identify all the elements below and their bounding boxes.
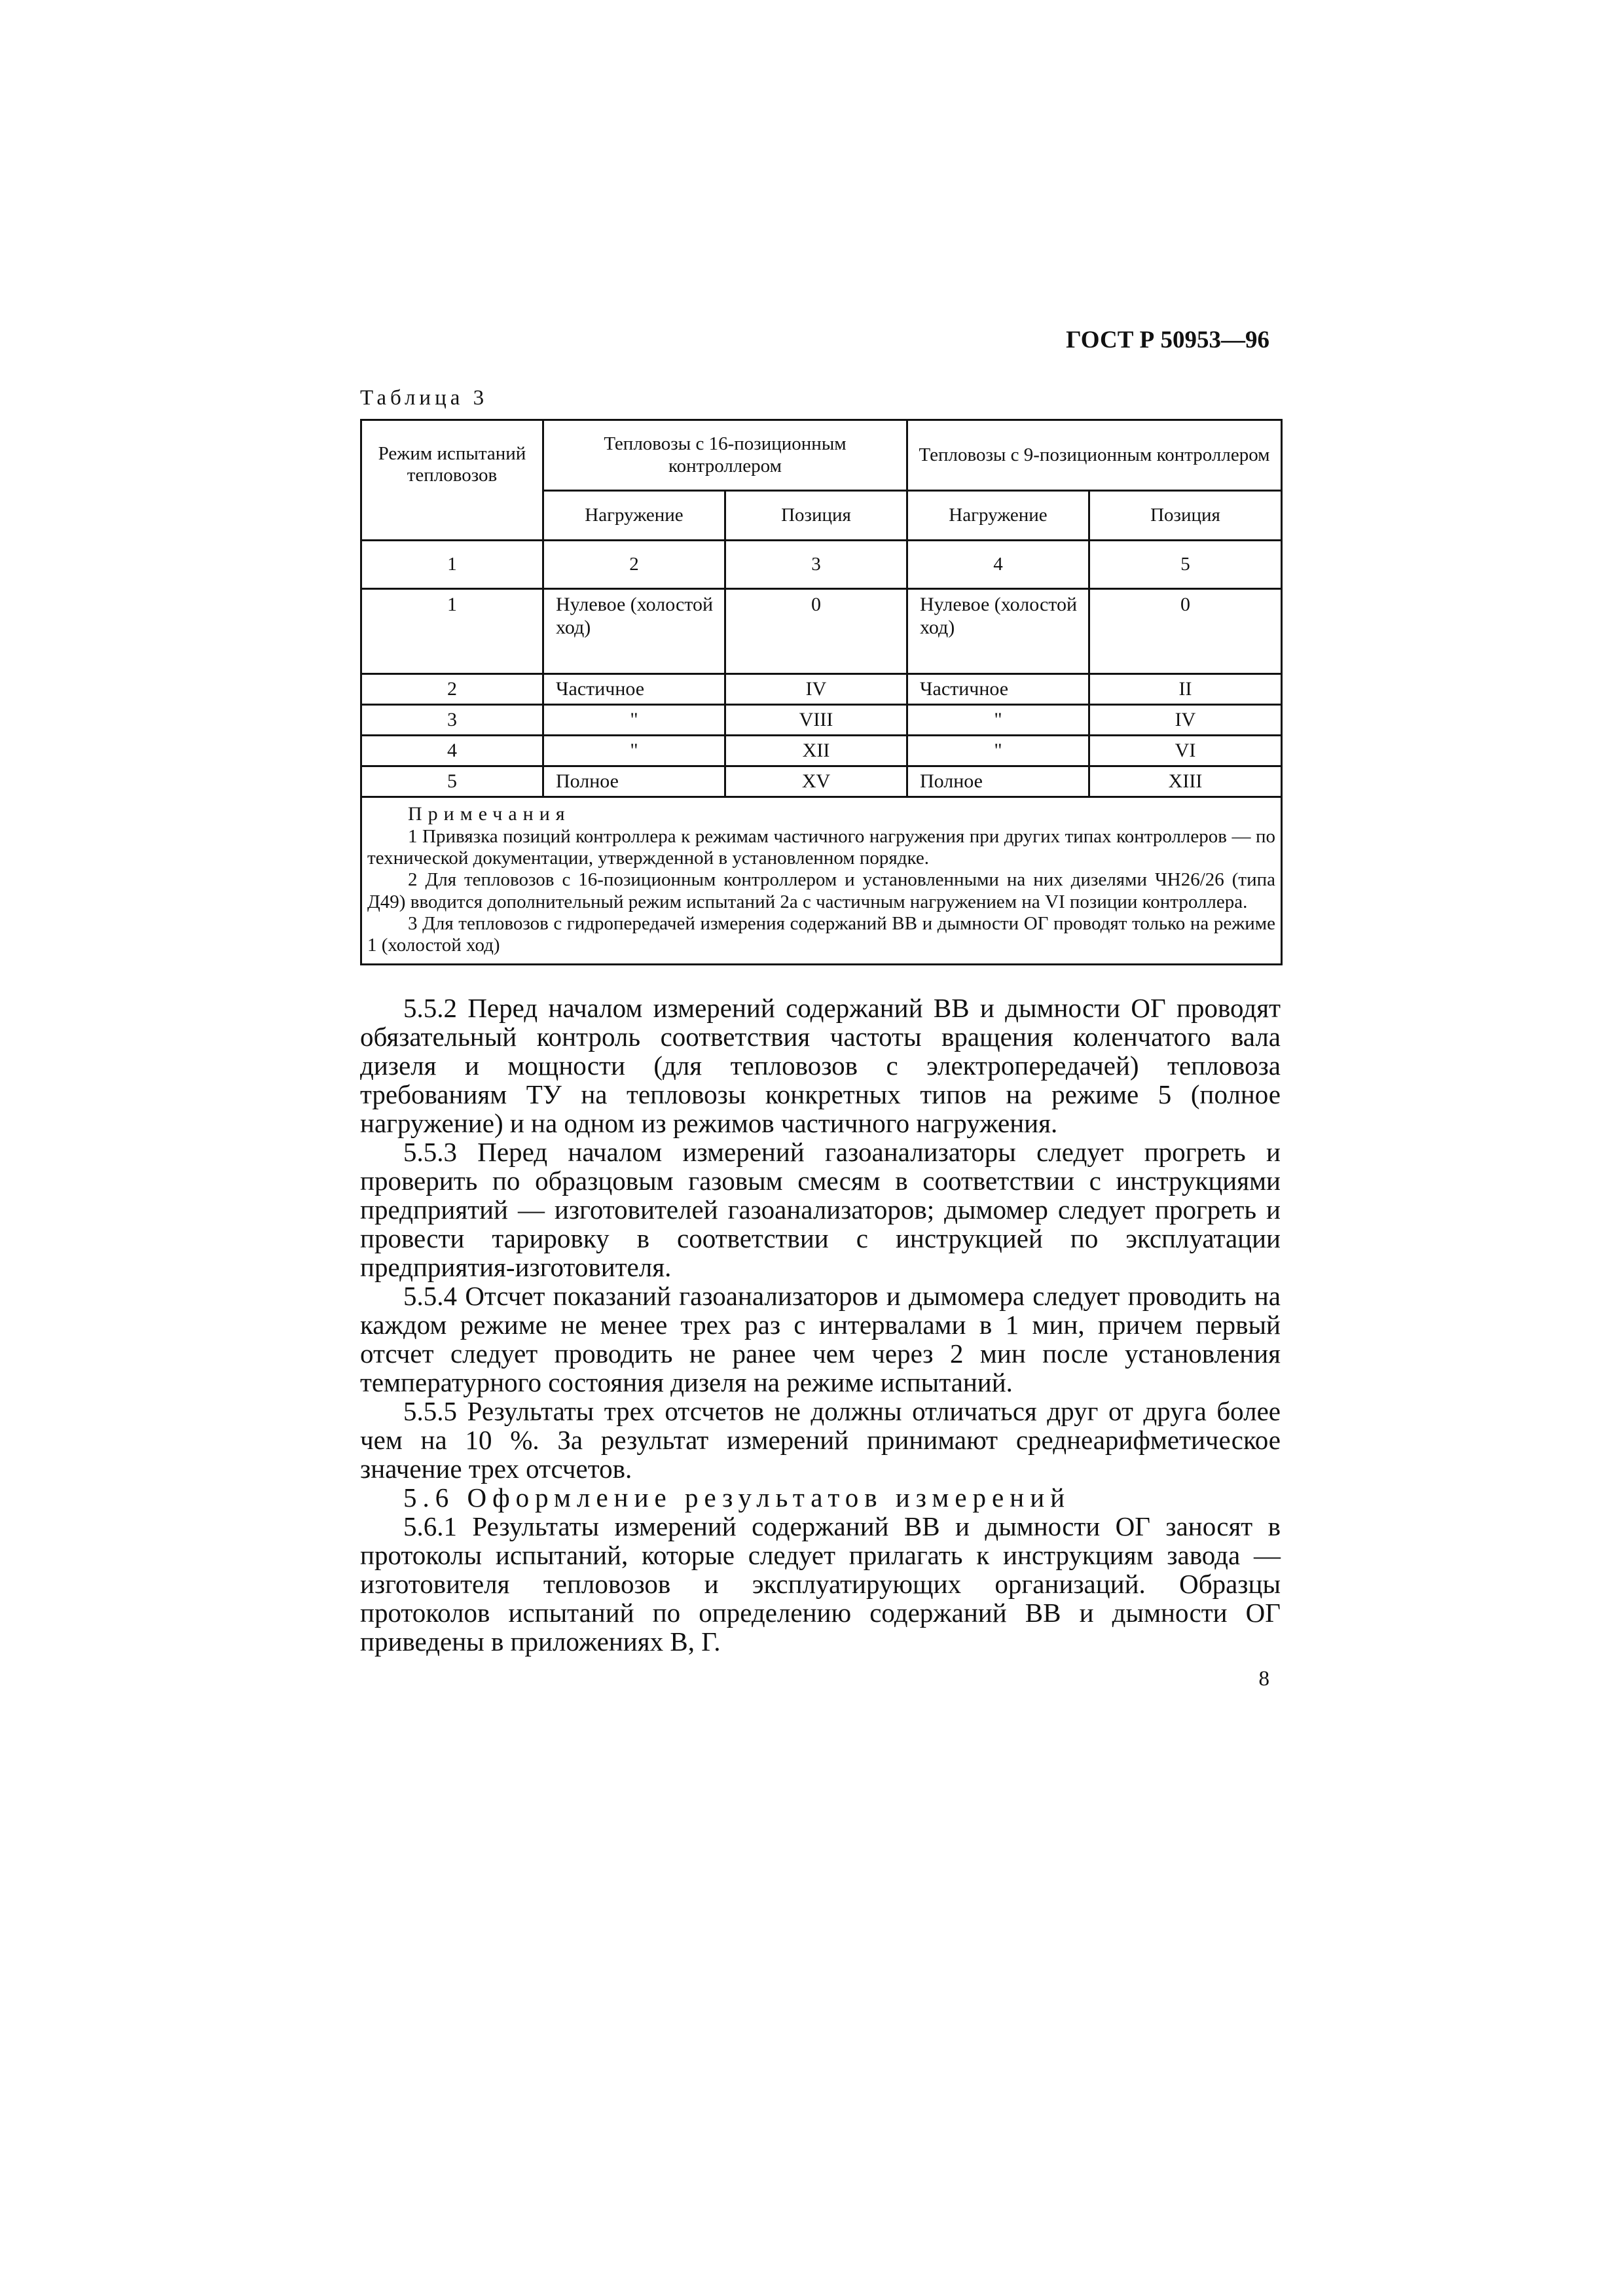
- test-modes-table: [360, 419, 1283, 965]
- notes-title: Примечания: [408, 803, 571, 825]
- document-code: ГОСТ Р 50953—96: [1066, 327, 1269, 353]
- cell-load-9: Частичное: [907, 674, 1089, 705]
- cell-position-16: VIII: [725, 705, 907, 736]
- table-row: [361, 589, 1282, 674]
- section-heading-5-6: 5.6 Оформление результатов измерений: [403, 1482, 1071, 1513]
- cell-load-16: Полное: [543, 766, 725, 797]
- cell-load-9: ": [907, 736, 1089, 766]
- page-number: 8: [1258, 1667, 1269, 1691]
- cell-position-9: II: [1089, 674, 1282, 705]
- header-position-16: Позиция: [725, 491, 907, 541]
- cell-load-16: ": [543, 736, 725, 766]
- table-row: [361, 705, 1282, 736]
- cell-mode: 3: [361, 705, 543, 736]
- column-number: 2: [543, 541, 725, 589]
- column-number: 5: [1089, 541, 1282, 589]
- cell-position-16: XII: [725, 736, 907, 766]
- cell-mode: 2: [361, 674, 543, 705]
- header-load-16: Нагружение: [543, 491, 725, 541]
- cell-load-16: Нулевое (холостой ход): [543, 589, 725, 674]
- header-load-9: Нагружение: [907, 491, 1089, 541]
- main-text: [360, 994, 1281, 1656]
- cell-load-16: ": [543, 705, 725, 736]
- header-mode: Режим испытаний тепловозов: [361, 420, 543, 541]
- cell-load-9: Полное: [907, 766, 1089, 797]
- cell-mode: 5: [361, 766, 543, 797]
- column-number: 1: [361, 541, 543, 589]
- table-caption: Таблица 3: [360, 386, 488, 410]
- note-item: 3 Для тепловозов с гидропередачей измерения содержаний ВВ и дымности ОГ проводят только на режиме 1 (холостой ход): [367, 912, 1275, 956]
- cell-position-9: 0: [1089, 589, 1282, 674]
- cell-load-16: Частичное: [543, 674, 725, 705]
- table-row: [361, 766, 1282, 797]
- cell-load-9: ": [907, 705, 1089, 736]
- column-number: 3: [725, 541, 907, 589]
- cell-position-16: 0: [725, 589, 907, 674]
- paragraph-5-5-4: 5.5.4 Отсчет показаний газоанализаторов и дымомера следует проводить на каждом режиме не менее трех раз с интервалами в 1 мин, причем первый отсчет следует проводить не ранее чем через 2 мин после установления температурного состояния дизеля на режиме испытаний.: [360, 1281, 1281, 1397]
- table-row: [361, 736, 1282, 766]
- paragraph-5-5-3: 5.5.3 Перед началом измерений газоанализаторы следует прогреть и проверить по образцовым газовым смесям в соответствии с инструкциями предприятий — изготовителей газоанализаторов; дымомер следует прогреть и провести тарировку в соответствии с инструкцией по эксплуатации предприятия-изготовителя.: [360, 1137, 1281, 1282]
- cell-load-9: Нулевое (холостой ход): [907, 589, 1089, 674]
- note-item: 2 Для тепловозов с 16-позиционным контроллером и установленными на них дизелями ЧН26/26 (типа Д49) вводится дополнительный режим испытаний 2а с частичным нагружением на VI позиции контроллера.: [367, 869, 1275, 912]
- cell-position-9: VI: [1089, 736, 1282, 766]
- header-group-9: Тепловозы с 9-позиционным контроллером: [907, 420, 1282, 491]
- header-group-16: Тепловозы с 16-позиционным контроллером: [543, 420, 907, 491]
- table-notes: [361, 797, 1282, 965]
- paragraph-5-6-1: 5.6.1 Результаты измерений содержаний ВВ и дымности ОГ заносят в протоколы испытаний, которые следует прилагать к инструкциям завода — изготовителя тепловозов и эксплуатирующих организаций. Образцы протоколов испытаний по определению содержаний ВВ и дымности ОГ приведены в приложениях В, Г.: [360, 1511, 1281, 1657]
- header-position-9: Позиция: [1089, 491, 1282, 541]
- cell-position-16: IV: [725, 674, 907, 705]
- cell-position-9: IV: [1089, 705, 1282, 736]
- cell-position-9: XIII: [1089, 766, 1282, 797]
- table-row: [361, 674, 1282, 705]
- paragraph-5-5-2: 5.5.2 Перед началом измерений содержаний ВВ и дымности ОГ проводят обязательный контроль соответствия частоты вращения коленчатого вала дизеля и мощности (для тепловозов с электропередачей) тепловоза требованиям ТУ на тепловозы конкретных типов на режиме 5 (полное нагружение) и на одном из режимов частичного нагружения.: [360, 993, 1281, 1138]
- cell-mode: 4: [361, 736, 543, 766]
- table-notes-row: [361, 797, 1282, 965]
- note-item: 1 Привязка позиций контроллера к режимам частичного нагружения при других типах контроллеров — по технической документации, утвержденной в установленном порядке.: [367, 825, 1275, 869]
- column-number: 4: [907, 541, 1089, 589]
- paragraph-5-5-5: 5.5.5 Результаты трех отсчетов не должны отличаться друг от друга более чем на 10 %. За результат измерений принимают среднеарифметическое значение трех отсчетов.: [360, 1396, 1281, 1484]
- cell-position-16: XV: [725, 766, 907, 797]
- cell-mode: 1: [361, 589, 543, 674]
